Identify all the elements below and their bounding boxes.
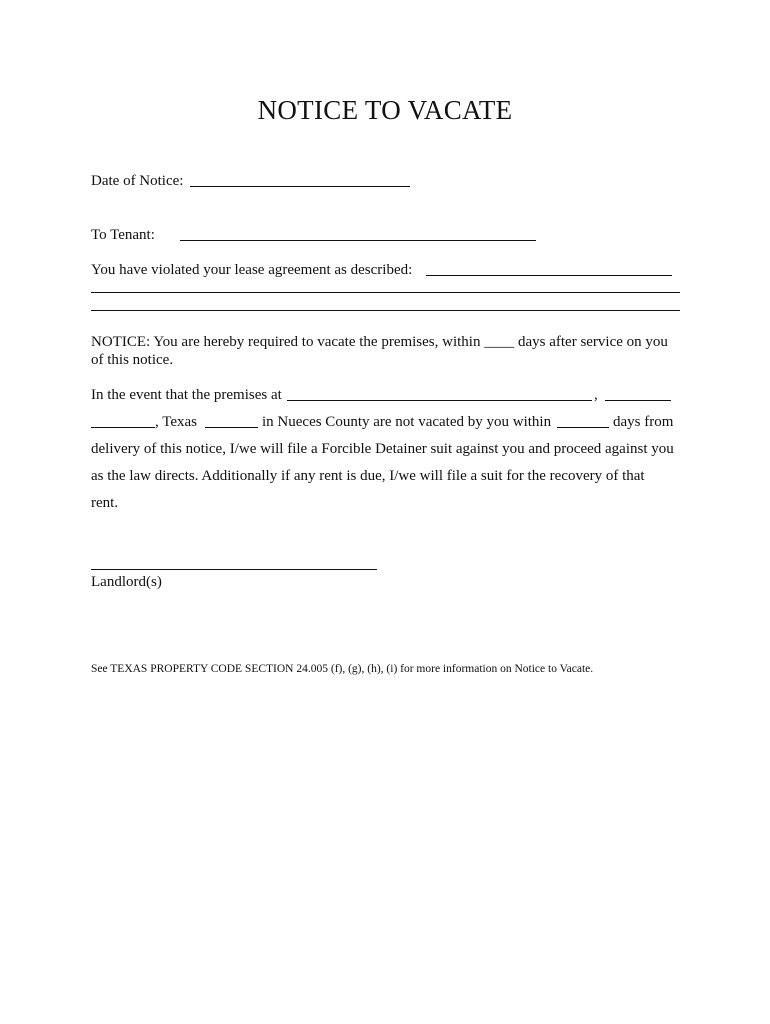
event-line-2-county: in Nueces County are not vacated by you within <box>262 414 552 430</box>
notice-line-1: NOTICE: You are hereby required to vacate the premises, within ____ days after service on you <box>91 334 668 350</box>
event-line-1-text: In the event that the premises at <box>91 387 282 403</box>
event-line-3: delivery of this notice, I/we will file a Forcible Detainer suit against you and proceed against you <box>91 441 674 457</box>
event-comma: , <box>594 387 598 403</box>
premises-address-field[interactable] <box>287 400 592 401</box>
violation-field-line-1[interactable] <box>426 275 672 276</box>
landlord-signature-line[interactable] <box>91 569 377 570</box>
premises-address-continued-field[interactable] <box>605 400 671 401</box>
city-field[interactable] <box>91 427 155 428</box>
event-line-2-days-from: days from <box>613 414 674 430</box>
zip-field[interactable] <box>205 427 258 428</box>
violation-field-line-2[interactable] <box>91 292 680 293</box>
violation-label: You have violated your lease agreement as described: <box>91 262 413 278</box>
days-field[interactable] <box>557 427 609 428</box>
event-line-4: as the law directs. Additionally if any rent is due, I/we will file a suit for the recovery of that <box>91 468 645 484</box>
event-line-2-texas: , Texas <box>155 414 197 430</box>
to-tenant-label: To Tenant: <box>91 227 155 243</box>
property-code-reference: See TEXAS PROPERTY CODE SECTION 24.005 (f), (g), (h), (i) for more information on Notice to Vacate. <box>91 663 594 675</box>
document-title: NOTICE TO VACATE <box>257 95 513 125</box>
violation-field-line-3[interactable] <box>91 310 680 311</box>
event-line-5: rent. <box>91 495 119 511</box>
notice-line-2: of this notice. <box>91 352 174 368</box>
landlord-label: Landlord(s) <box>91 574 162 590</box>
date-of-notice-field[interactable] <box>190 186 410 187</box>
date-of-notice-label: Date of Notice: <box>91 173 184 189</box>
to-tenant-field[interactable] <box>180 240 536 241</box>
